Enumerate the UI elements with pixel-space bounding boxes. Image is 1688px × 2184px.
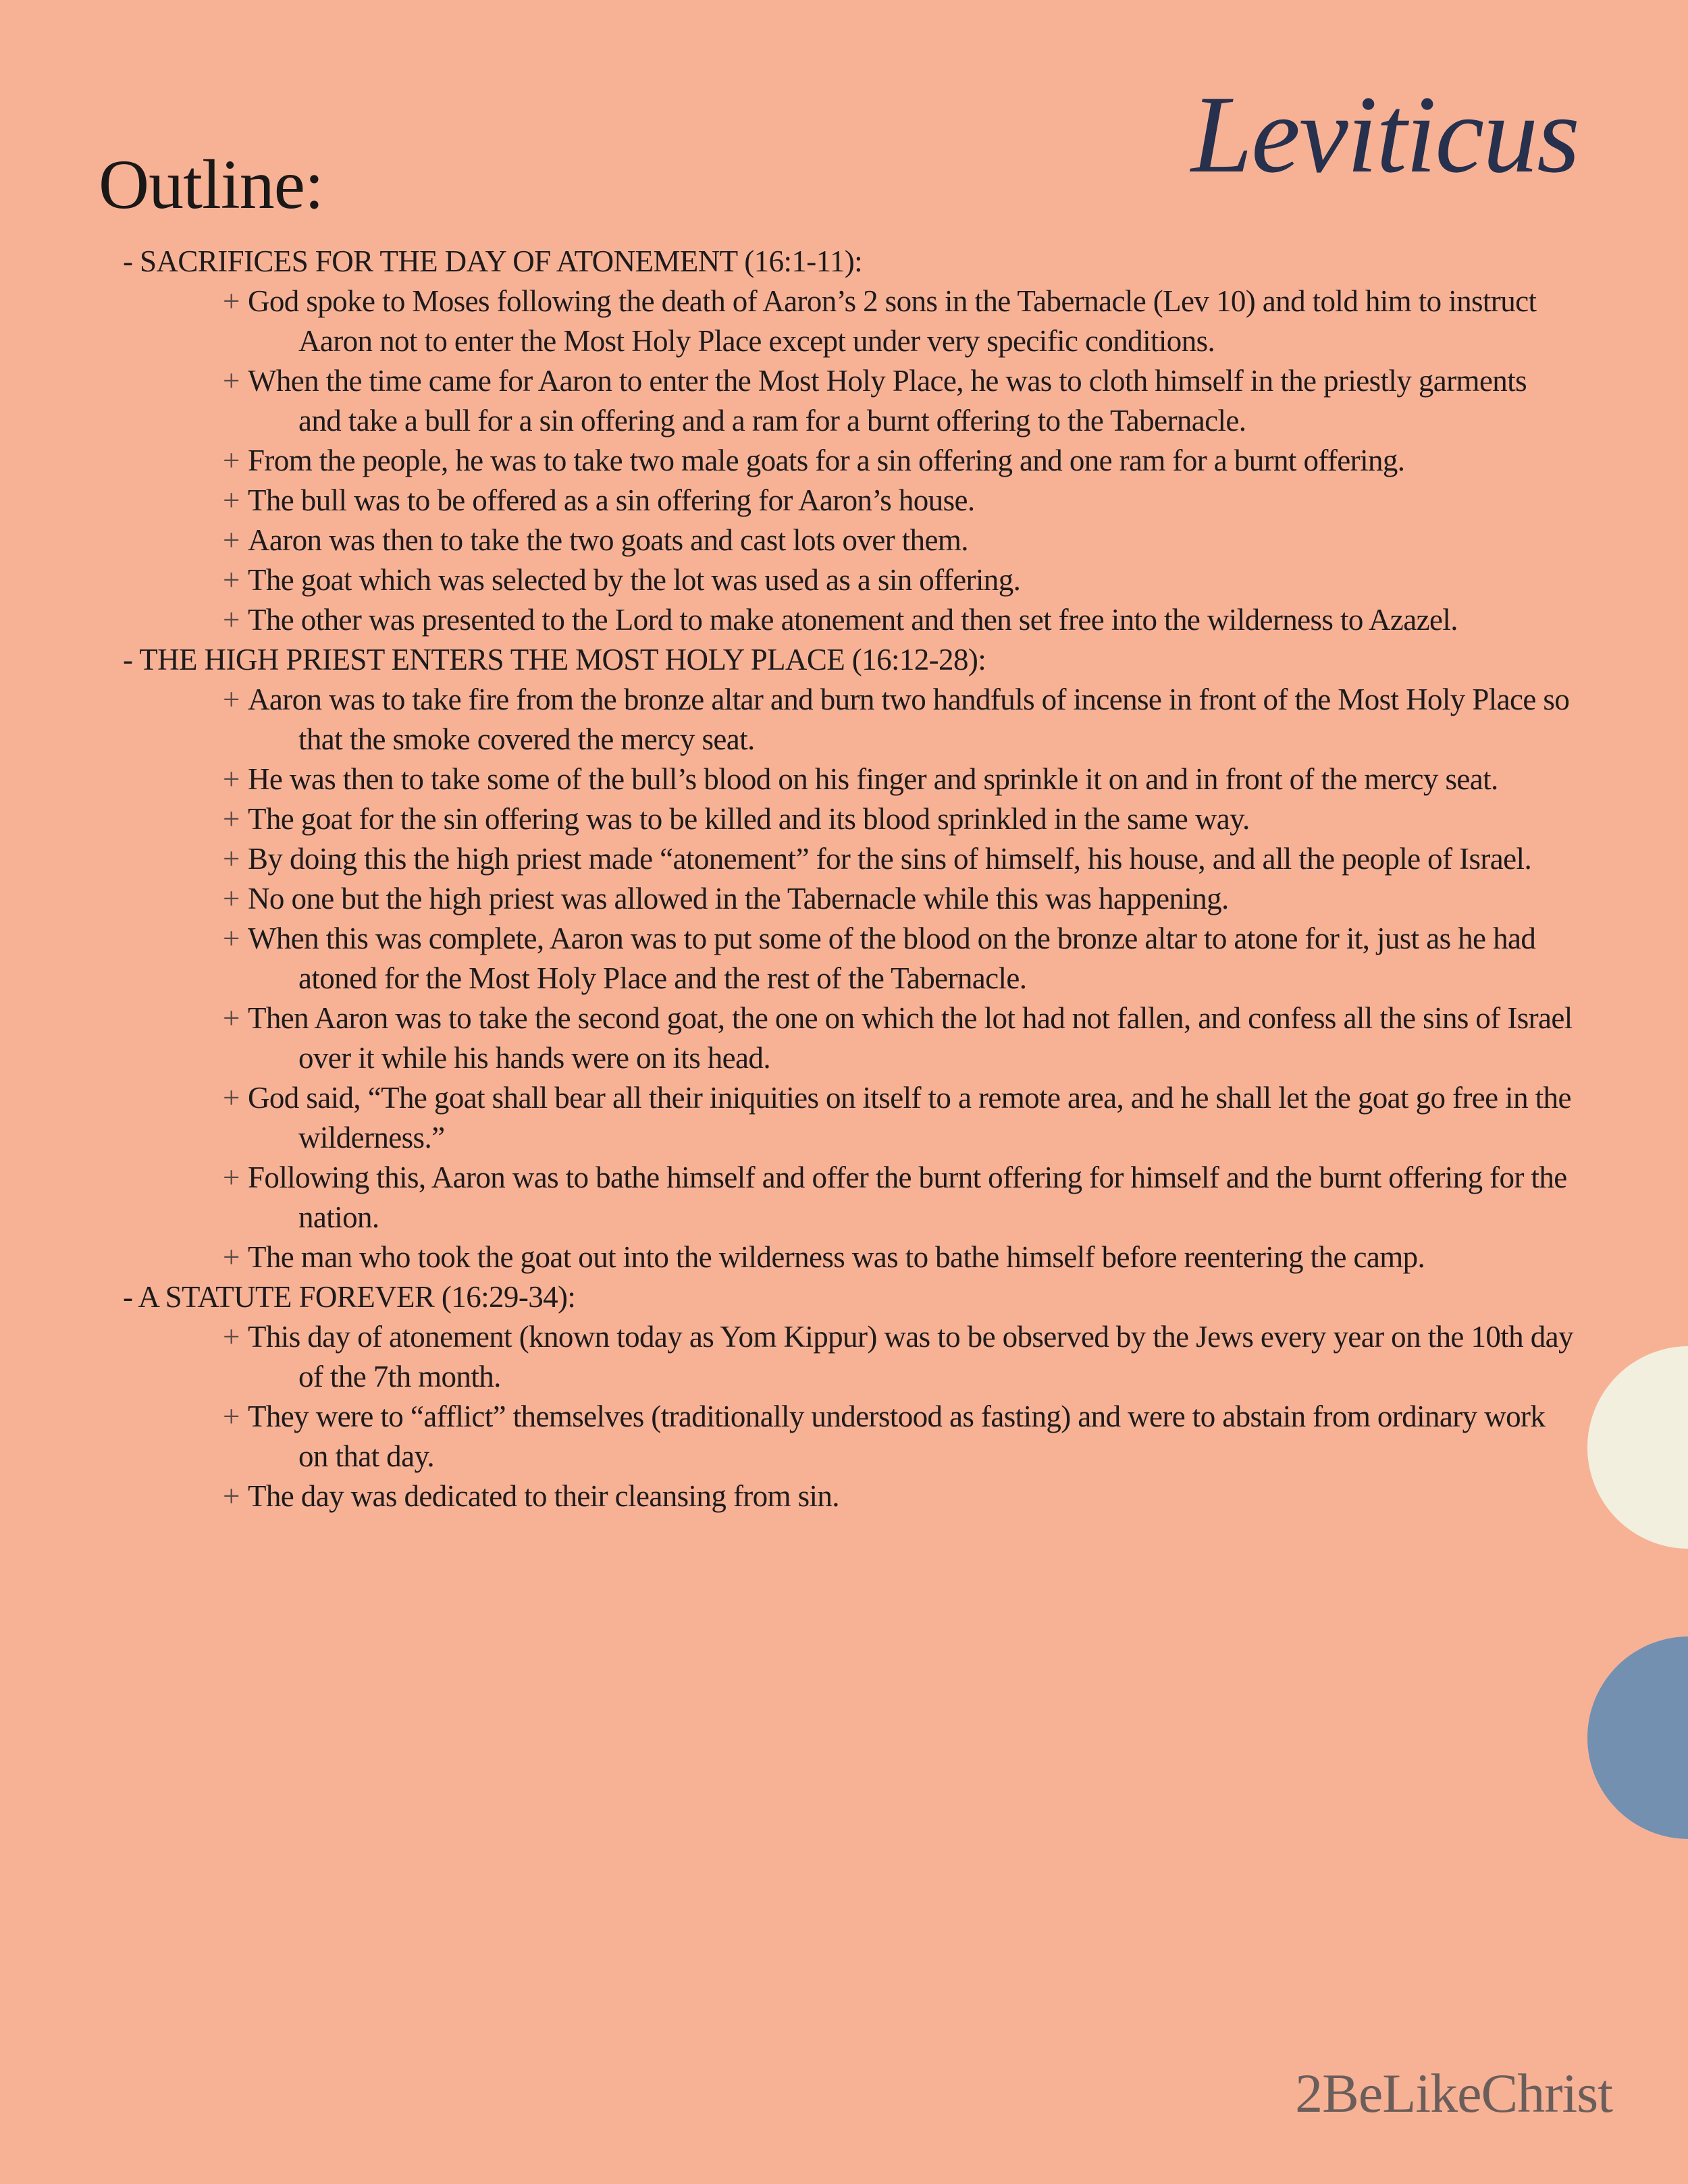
list-item [223,361,1575,441]
list-item-text: The day was dedicated to their cleansing from sin. [248,1479,839,1513]
list-item [223,1237,1575,1277]
plus-icon: + [223,1240,240,1274]
list-item [223,839,1575,879]
plus-icon: + [223,842,240,876]
plus-icon: + [223,364,240,398]
plus-icon: + [223,882,240,915]
section-title: - A STATUTE FOREVER (16:29-34): [123,1280,576,1314]
list-item [223,1317,1575,1397]
list-item [223,680,1575,760]
list-item-text: Then Aaron was to take the second goat, the one on which the lot had not fallen, and confess all the sins of Israel over it while his hands were on its head. [248,1001,1573,1075]
section-title: - THE HIGH PRIEST ENTERS THE MOST HOLY PLACE (16:12-28): [123,643,986,676]
list-item [223,879,1575,919]
list-item-text: From the people, he was to take two male goats for a sin offering and one ram for a burnt offering. [248,444,1405,477]
list-item [223,481,1575,521]
list-item [223,1476,1575,1516]
list-item-text: The man who took the goat out into the wilderness was to bathe himself before reentering the camp. [248,1240,1425,1274]
list-item-text: They were to “afflict” themselves (traditionally understood as fasting) and were to abstain from ordinary work on that day. [248,1400,1546,1473]
plus-icon: + [223,1161,240,1194]
list-item-text: Aaron was then to take the two goats and cast lots over them. [248,523,968,557]
list-item [223,282,1575,361]
list-item-text: No one but the high priest was allowed in the Tabernacle while this was happening. [248,882,1229,915]
list-item [223,521,1575,560]
plus-icon: + [223,683,240,716]
section-title: - SACRIFICES FOR THE DAY OF ATONEMENT (16:1-11): [123,244,863,278]
bullet-list [123,1317,1575,1516]
section-high-priest [123,640,1575,1277]
bullet-list [123,282,1575,640]
list-item-text: When the time came for Aaron to enter the Most Holy Place, he was to cloth himself in the priestly garments and take a bull for a sin offering and a ram for a burnt offering to the Tabernacle. [248,364,1527,437]
plus-icon: + [223,284,240,318]
list-item-text: This day of atonement (known today as Yom Kippur) was to be observed by the Jews every year on the 10th day of the 7th month. [248,1320,1573,1393]
list-item [223,760,1575,799]
plus-icon: + [223,802,240,836]
plus-icon: + [223,1479,240,1513]
list-item-text: By doing this the high priest made “atonement” for the sins of himself, his house, and all the people of Israel. [248,842,1532,876]
brand-wordmark: 2BeLikeChrist [1295,2062,1612,2124]
list-item-text: Following this, Aaron was to bathe himself and offer the burnt offering for himself and the burnt offering for the nation. [248,1161,1567,1234]
list-item-text: The other was presented to the Lord to make atonement and then set free into the wilderness to Azazel. [248,603,1458,637]
list-item [223,441,1575,481]
plus-icon: + [223,523,240,557]
list-item-text: The goat for the sin offering was to be killed and its blood sprinkled in the same way. [248,802,1250,836]
plus-icon: + [223,603,240,637]
list-item-text: The goat which was selected by the lot was used as a sin offering. [248,563,1021,597]
plus-icon: + [223,444,240,477]
list-item [223,600,1575,640]
list-item [223,919,1575,998]
list-item-text: He was then to take some of the bull’s blood on his finger and sprinkle it on and in front of the mercy seat. [248,762,1498,796]
list-item [223,799,1575,839]
section-statute [123,1277,1575,1516]
list-item-text: Aaron was to take fire from the bronze altar and burn two handfuls of incense in front of the Most Holy Place so that the smoke covered the mercy seat. [248,683,1570,756]
list-item [223,998,1575,1078]
bullet-list [123,680,1575,1277]
list-item [223,560,1575,600]
list-item-text: God said, “The goat shall bear all their iniquities on itself to a remote area, and he shall let the goat go free in the wilderness.” [248,1081,1571,1154]
list-item-text: God spoke to Moses following the death of Aaron’s 2 sons in the Tabernacle (Lev 10) and told him to instruct Aaron not to enter the Most Holy Place except under very specific conditions. [248,284,1537,358]
plus-icon: + [223,1400,240,1433]
plus-icon: + [223,483,240,517]
plus-icon: + [223,563,240,597]
list-item [223,1078,1575,1158]
plus-icon: + [223,922,240,955]
list-item [223,1158,1575,1237]
outline-body [123,242,1575,1516]
list-item-text: When this was complete, Aaron was to put some of the blood on the bronze altar to atone for it, just as he had atoned for the Most Holy Place and the rest of the Tabernacle. [248,922,1536,995]
plus-icon: + [223,762,240,796]
section-sacrifices [123,242,1575,640]
decorative-cream-circle [1587,1346,1688,1549]
outline-heading: Outline: [99,146,323,223]
list-item [223,1397,1575,1476]
book-title: Leviticus [1190,74,1579,196]
list-item-text: The bull was to be offered as a sin offering for Aaron’s house. [248,483,975,517]
plus-icon: + [223,1320,240,1354]
plus-icon: + [223,1001,240,1035]
plus-icon: + [223,1081,240,1115]
decorative-blue-circle [1587,1636,1688,1839]
